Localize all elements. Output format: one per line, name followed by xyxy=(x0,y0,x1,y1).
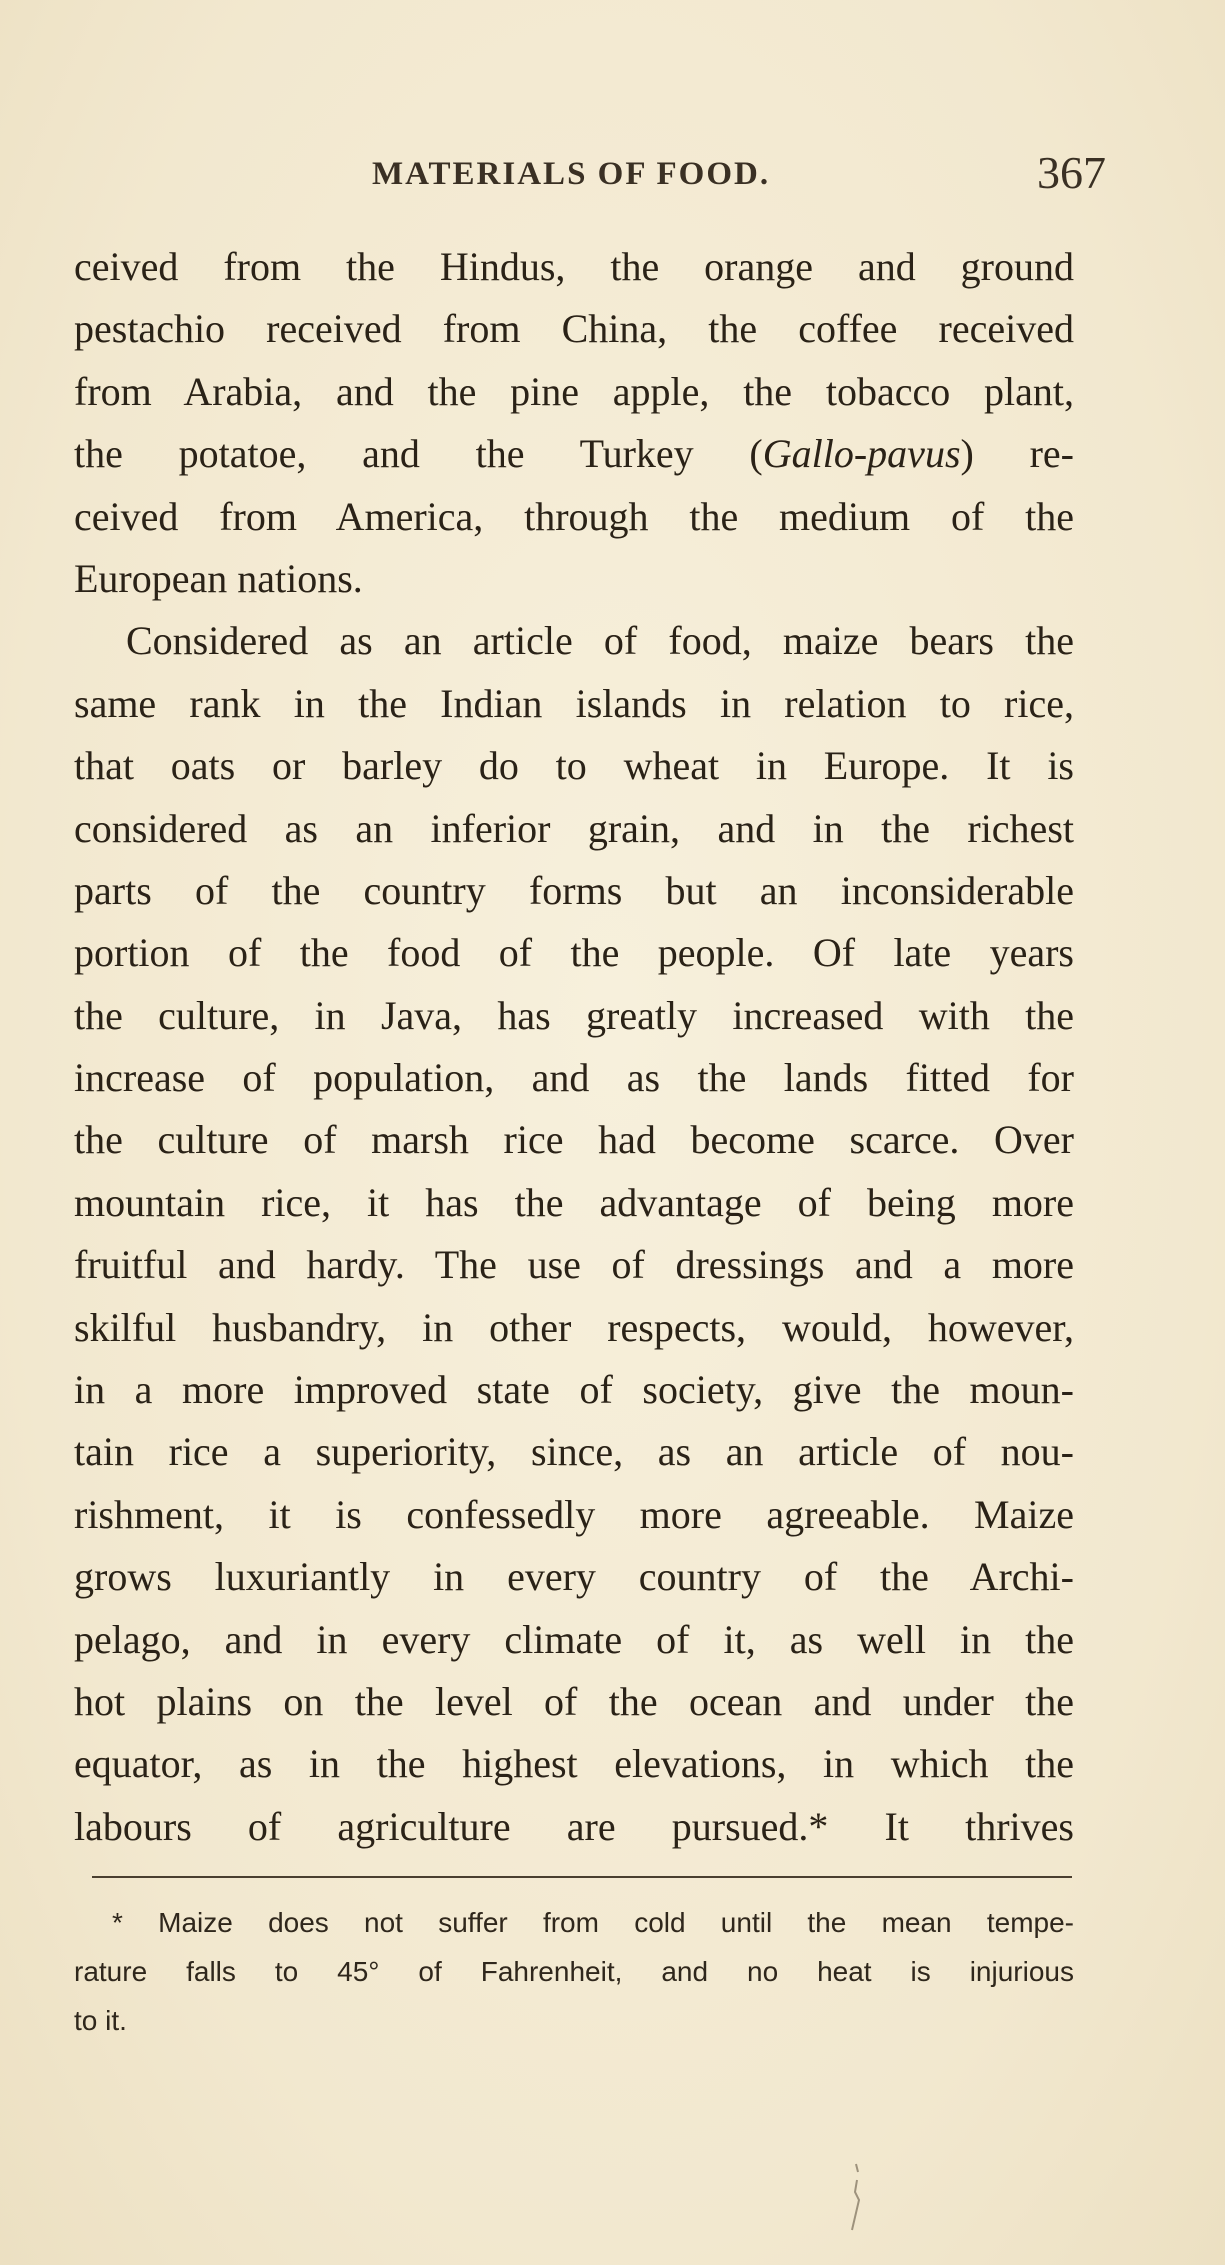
paper-blemish-icon xyxy=(846,2162,866,2232)
text-line: hot plains on the level of the ocean and under the xyxy=(74,1678,1074,1724)
text-line: same rank in the Indian islands in relation to rice, xyxy=(74,680,1074,726)
text-line: equator, as in the highest elevations, in which the xyxy=(74,1741,1074,1787)
text-line: ceived from America, through the medium of the xyxy=(74,493,1074,539)
text-line: ceived from the Hindus, the orange and ground xyxy=(74,244,1074,289)
text-line: the culture, in Java, has greatly increased with the xyxy=(74,992,1074,1038)
text-line: the culture of marsh rice had become scarce. Over xyxy=(74,1117,1074,1163)
text-line: parts of the country forms but an inconsiderable xyxy=(74,867,1074,913)
text-line: from Arabia, and the pine apple, the tobacco plant, xyxy=(74,368,1074,414)
paragraph-start-line: Considered as an article of food, maize bears the xyxy=(126,618,1074,664)
text-line: fruitful and hardy. The use of dressings and a more xyxy=(74,1242,1074,1288)
text-line: labours of agriculture are pursued.* It thrives xyxy=(74,1803,1074,1849)
text-line: that oats or barley do to wheat in Europe. It is xyxy=(74,743,1074,789)
page-number: 367 xyxy=(1037,147,1106,198)
text-line: in a more improved state of society, give the moun- xyxy=(74,1367,1074,1413)
text-line: considered as an inferior grain, and in the richest xyxy=(74,805,1074,851)
text-line: skilful husbandry, in other respects, would, however, xyxy=(74,1304,1074,1350)
text-line: European nations. xyxy=(74,555,363,601)
italic-species-name: Gallo-pavus xyxy=(762,431,961,477)
text-line: pestachio received from China, the coffee received xyxy=(74,306,1074,352)
footnote-divider xyxy=(92,1876,1072,1878)
footnote-line: * Maize does not suffer from cold until the mean tempe- xyxy=(112,1907,1074,1938)
text-segment: ) re- xyxy=(960,431,1074,477)
text-line xyxy=(74,423,1074,485)
body-text xyxy=(74,236,1074,1858)
text-line: pelago, and in every climate of it, as well in the xyxy=(74,1616,1074,1662)
footnote-line: rature falls to 45° of Fahrenheit, and no heat is injurious xyxy=(74,1956,1074,1987)
text-line: tain rice a superiority, since, as an article of nou- xyxy=(74,1429,1074,1475)
text-line: grows luxuriantly in every country of the Archi- xyxy=(74,1554,1074,1600)
text-line: mountain rice, it has the advantage of being more xyxy=(74,1179,1074,1225)
text-line: portion of the food of the people. Of late years xyxy=(74,930,1074,976)
page-header xyxy=(72,140,1106,210)
footnote-line: to it. xyxy=(74,2005,127,2036)
text-line: increase of population, and as the lands fitted for xyxy=(74,1055,1074,1101)
footnote xyxy=(74,1898,1074,2045)
running-head: MATERIALS OF FOOD. xyxy=(372,156,771,192)
text-line: rishment, it is confessedly more agreeable. Maize xyxy=(74,1491,1074,1537)
text-segment: the potatoe, and the Turkey ( xyxy=(74,431,763,477)
